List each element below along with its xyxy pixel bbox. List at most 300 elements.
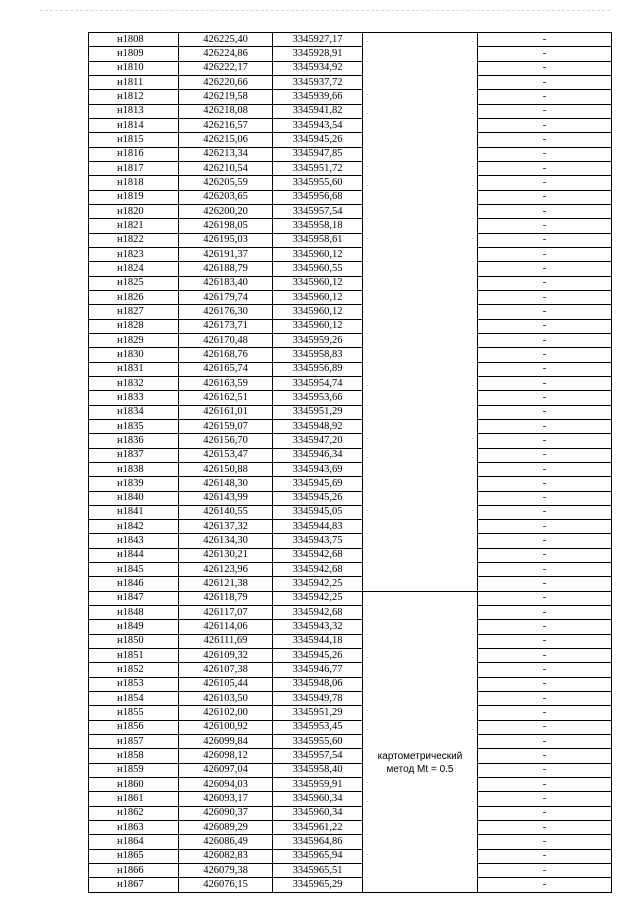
method-cell <box>363 448 478 462</box>
y-coordinate-cell: 3345964,86 <box>273 835 363 849</box>
point-name-cell: н1844 <box>89 548 179 562</box>
method-cell <box>363 75 478 89</box>
table-row <box>89 419 612 433</box>
table-row <box>89 176 612 190</box>
table-row <box>89 677 612 691</box>
x-coordinate-cell: 426111,69 <box>179 634 273 648</box>
x-coordinate-cell: 426159,07 <box>179 419 273 433</box>
method-cell <box>363 61 478 75</box>
x-coordinate-cell: 426082,83 <box>179 849 273 863</box>
method-cell <box>363 319 478 333</box>
point-name-cell: н1812 <box>89 90 179 104</box>
dash-cell: - <box>478 706 612 720</box>
point-name-cell: н1855 <box>89 706 179 720</box>
method-cell <box>363 520 478 534</box>
x-coordinate-cell: 426117,07 <box>179 606 273 620</box>
x-coordinate-cell: 426114,06 <box>179 620 273 634</box>
y-coordinate-cell: 3345947,85 <box>273 147 363 161</box>
y-coordinate-cell: 3345953,66 <box>273 391 363 405</box>
method-cell <box>363 563 478 577</box>
y-coordinate-cell: 3345960,12 <box>273 276 363 290</box>
point-name-cell: н1846 <box>89 577 179 591</box>
dash-cell: - <box>478 75 612 89</box>
y-coordinate-cell: 3345960,34 <box>273 806 363 820</box>
x-coordinate-cell: 426176,30 <box>179 305 273 319</box>
point-name-cell: н1829 <box>89 333 179 347</box>
x-coordinate-cell: 426105,44 <box>179 677 273 691</box>
table-row <box>89 161 612 175</box>
x-coordinate-cell: 426213,34 <box>179 147 273 161</box>
method-cell <box>363 591 478 605</box>
dash-cell: - <box>478 849 612 863</box>
point-name-cell: н1848 <box>89 606 179 620</box>
method-cell <box>363 663 478 677</box>
dash-cell: - <box>478 735 612 749</box>
y-coordinate-cell: 3345942,25 <box>273 591 363 605</box>
method-cell <box>363 176 478 190</box>
point-name-cell: н1866 <box>89 864 179 878</box>
y-coordinate-cell: 3345951,29 <box>273 405 363 419</box>
table-row <box>89 763 612 777</box>
y-coordinate-cell: 3345943,32 <box>273 620 363 634</box>
dash-cell: - <box>478 477 612 491</box>
y-coordinate-cell: 3345927,17 <box>273 33 363 47</box>
table-row <box>89 104 612 118</box>
method-cell <box>363 806 478 820</box>
y-coordinate-cell: 3345958,61 <box>273 233 363 247</box>
point-name-cell: н1858 <box>89 749 179 763</box>
point-name-cell: н1838 <box>89 462 179 476</box>
x-coordinate-cell: 426098,12 <box>179 749 273 763</box>
y-coordinate-cell: 3345959,26 <box>273 333 363 347</box>
table-row <box>89 792 612 806</box>
x-coordinate-cell: 426222,17 <box>179 61 273 75</box>
point-name-cell: н1849 <box>89 620 179 634</box>
x-coordinate-cell: 426121,38 <box>179 577 273 591</box>
x-coordinate-cell: 426165,74 <box>179 362 273 376</box>
table-row <box>89 147 612 161</box>
point-name-cell: н1825 <box>89 276 179 290</box>
table-row <box>89 276 612 290</box>
x-coordinate-cell: 426200,20 <box>179 204 273 218</box>
dash-cell: - <box>478 749 612 763</box>
table-row <box>89 348 612 362</box>
point-name-cell: н1832 <box>89 376 179 390</box>
x-coordinate-cell: 426099,84 <box>179 735 273 749</box>
dash-cell: - <box>478 233 612 247</box>
method-cell <box>363 147 478 161</box>
x-coordinate-cell: 426153,47 <box>179 448 273 462</box>
dash-cell: - <box>478 821 612 835</box>
y-coordinate-cell: 3345956,89 <box>273 362 363 376</box>
x-coordinate-cell: 426168,76 <box>179 348 273 362</box>
y-coordinate-cell: 3345945,69 <box>273 477 363 491</box>
table-row <box>89 620 612 634</box>
y-coordinate-cell: 3345946,77 <box>273 663 363 677</box>
dash-cell: - <box>478 548 612 562</box>
method-cell <box>363 534 478 548</box>
point-name-cell: н1810 <box>89 61 179 75</box>
y-coordinate-cell: 3345956,68 <box>273 190 363 204</box>
point-name-cell: н1857 <box>89 735 179 749</box>
method-cell <box>363 419 478 433</box>
coordinates-table-body <box>89 33 612 893</box>
point-name-cell: н1830 <box>89 348 179 362</box>
x-coordinate-cell: 426179,74 <box>179 290 273 304</box>
dash-cell: - <box>478 247 612 261</box>
point-name-cell: н1835 <box>89 419 179 433</box>
method-cell <box>363 720 478 734</box>
y-coordinate-cell: 3345948,06 <box>273 677 363 691</box>
method-cell <box>363 505 478 519</box>
method-cell <box>363 90 478 104</box>
method-cell <box>363 692 478 706</box>
table-row <box>89 477 612 491</box>
x-coordinate-cell: 426170,48 <box>179 333 273 347</box>
dash-cell: - <box>478 405 612 419</box>
x-coordinate-cell: 426148,30 <box>179 477 273 491</box>
y-coordinate-cell: 3345943,69 <box>273 462 363 476</box>
point-name-cell: н1836 <box>89 434 179 448</box>
y-coordinate-cell: 3345949,78 <box>273 692 363 706</box>
point-name-cell: н1859 <box>89 763 179 777</box>
y-coordinate-cell: 3345943,75 <box>273 534 363 548</box>
y-coordinate-cell: 3345944,83 <box>273 520 363 534</box>
method-cell <box>363 161 478 175</box>
y-coordinate-cell: 3345960,34 <box>273 792 363 806</box>
dash-cell: - <box>478 204 612 218</box>
point-name-cell: н1826 <box>89 290 179 304</box>
table-row <box>89 778 612 792</box>
y-coordinate-cell: 3345958,40 <box>273 763 363 777</box>
x-coordinate-cell: 426203,65 <box>179 190 273 204</box>
y-coordinate-cell: 3345960,12 <box>273 290 363 304</box>
method-cell <box>363 477 478 491</box>
y-coordinate-cell: 3345953,45 <box>273 720 363 734</box>
table-row <box>89 806 612 820</box>
x-coordinate-cell: 426140,55 <box>179 505 273 519</box>
point-name-cell: н1814 <box>89 118 179 132</box>
table-row <box>89 391 612 405</box>
point-name-cell: н1841 <box>89 505 179 519</box>
table-row <box>89 376 612 390</box>
table-row <box>89 333 612 347</box>
table-row <box>89 319 612 333</box>
method-cell <box>363 305 478 319</box>
x-coordinate-cell: 426118,79 <box>179 591 273 605</box>
table-row <box>89 835 612 849</box>
dash-cell: - <box>478 376 612 390</box>
point-name-cell: н1852 <box>89 663 179 677</box>
x-coordinate-cell: 426205,59 <box>179 176 273 190</box>
y-coordinate-cell: 3345937,72 <box>273 75 363 89</box>
method-cell <box>363 133 478 147</box>
dash-cell: - <box>478 491 612 505</box>
point-name-cell: н1828 <box>89 319 179 333</box>
method-cell <box>363 190 478 204</box>
table-row <box>89 749 612 763</box>
table-row <box>89 90 612 104</box>
table-row <box>89 735 612 749</box>
table-row <box>89 878 612 892</box>
dash-cell: - <box>478 620 612 634</box>
y-coordinate-cell: 3345959,91 <box>273 778 363 792</box>
point-name-cell: н1845 <box>89 563 179 577</box>
table-row <box>89 577 612 591</box>
x-coordinate-cell: 426093,17 <box>179 792 273 806</box>
dash-cell: - <box>478 161 612 175</box>
point-name-cell: н1850 <box>89 634 179 648</box>
method-cell <box>363 104 478 118</box>
x-coordinate-cell: 426198,05 <box>179 219 273 233</box>
x-coordinate-cell: 426103,50 <box>179 692 273 706</box>
method-cell <box>363 247 478 261</box>
dash-cell: - <box>478 534 612 548</box>
y-coordinate-cell: 3345946,34 <box>273 448 363 462</box>
method-cell <box>363 391 478 405</box>
table-row <box>89 520 612 534</box>
dash-cell: - <box>478 190 612 204</box>
point-name-cell: н1820 <box>89 204 179 218</box>
table-row <box>89 548 612 562</box>
dash-cell: - <box>478 606 612 620</box>
x-coordinate-cell: 426086,49 <box>179 835 273 849</box>
table-row <box>89 204 612 218</box>
method-cell <box>363 835 478 849</box>
x-coordinate-cell: 426134,30 <box>179 534 273 548</box>
dash-cell: - <box>478 778 612 792</box>
x-coordinate-cell: 426150,88 <box>179 462 273 476</box>
x-coordinate-cell: 426097,04 <box>179 763 273 777</box>
table-row <box>89 591 612 605</box>
dash-cell: - <box>478 348 612 362</box>
x-coordinate-cell: 426156,70 <box>179 434 273 448</box>
y-coordinate-cell: 3345965,51 <box>273 864 363 878</box>
table-row <box>89 75 612 89</box>
table-row <box>89 720 612 734</box>
table-row <box>89 505 612 519</box>
x-coordinate-cell: 426218,08 <box>179 104 273 118</box>
dash-cell: - <box>478 33 612 47</box>
dash-cell: - <box>478 176 612 190</box>
point-name-cell: н1864 <box>89 835 179 849</box>
dash-cell: - <box>478 677 612 691</box>
x-coordinate-cell: 426188,79 <box>179 262 273 276</box>
dash-cell: - <box>478 448 612 462</box>
table-row <box>89 491 612 505</box>
table-row <box>89 247 612 261</box>
point-name-cell: н1861 <box>89 792 179 806</box>
point-name-cell: н1860 <box>89 778 179 792</box>
x-coordinate-cell: 426137,32 <box>179 520 273 534</box>
point-name-cell: н1827 <box>89 305 179 319</box>
table-row <box>89 305 612 319</box>
dash-cell: - <box>478 835 612 849</box>
y-coordinate-cell: 3345945,26 <box>273 649 363 663</box>
method-cell <box>363 348 478 362</box>
method-cell <box>363 491 478 505</box>
dash-cell: - <box>478 305 612 319</box>
dash-cell: - <box>478 147 612 161</box>
y-coordinate-cell: 3345954,74 <box>273 376 363 390</box>
y-coordinate-cell: 3345965,29 <box>273 878 363 892</box>
method-label-line2: метод Mt = 0.5 <box>386 764 454 776</box>
x-coordinate-cell: 426183,40 <box>179 276 273 290</box>
point-name-cell: н1854 <box>89 692 179 706</box>
point-name-cell: н1840 <box>89 491 179 505</box>
table-row <box>89 649 612 663</box>
x-coordinate-cell: 426195,03 <box>179 233 273 247</box>
dash-cell: - <box>478 634 612 648</box>
method-cell <box>363 405 478 419</box>
table-row <box>89 133 612 147</box>
y-coordinate-cell: 3345944,18 <box>273 634 363 648</box>
dash-cell: - <box>478 118 612 132</box>
y-coordinate-cell: 3345943,54 <box>273 118 363 132</box>
x-coordinate-cell: 426089,29 <box>179 821 273 835</box>
point-name-cell: н1816 <box>89 147 179 161</box>
table-row <box>89 448 612 462</box>
dash-cell: - <box>478 692 612 706</box>
table-row <box>89 849 612 863</box>
table-row <box>89 362 612 376</box>
y-coordinate-cell: 3345945,26 <box>273 491 363 505</box>
method-label-line1: картометрический <box>377 751 463 763</box>
table-row <box>89 262 612 276</box>
dash-cell: - <box>478 663 612 677</box>
point-name-cell: н1839 <box>89 477 179 491</box>
y-coordinate-cell: 3345945,05 <box>273 505 363 519</box>
x-coordinate-cell: 426143,99 <box>179 491 273 505</box>
method-cell <box>363 878 478 892</box>
method-cell <box>363 233 478 247</box>
point-name-cell: н1823 <box>89 247 179 261</box>
dash-cell: - <box>478 290 612 304</box>
y-coordinate-cell: 3345945,26 <box>273 133 363 147</box>
x-coordinate-cell: 426162,51 <box>179 391 273 405</box>
table-row <box>89 434 612 448</box>
y-coordinate-cell: 3345958,18 <box>273 219 363 233</box>
point-name-cell: н1847 <box>89 591 179 605</box>
point-name-cell: н1865 <box>89 849 179 863</box>
x-coordinate-cell: 426225,40 <box>179 33 273 47</box>
dash-cell: - <box>478 792 612 806</box>
dash-cell: - <box>478 319 612 333</box>
y-coordinate-cell: 3345960,12 <box>273 247 363 261</box>
table-row <box>89 405 612 419</box>
y-coordinate-cell: 3345947,20 <box>273 434 363 448</box>
point-name-cell: н1819 <box>89 190 179 204</box>
y-coordinate-cell: 3345942,25 <box>273 577 363 591</box>
method-cell <box>363 118 478 132</box>
method-cell <box>363 634 478 648</box>
method-cell <box>363 577 478 591</box>
dash-cell: - <box>478 878 612 892</box>
dash-cell: - <box>478 47 612 61</box>
dash-cell: - <box>478 133 612 147</box>
y-coordinate-cell: 3345958,83 <box>273 348 363 362</box>
y-coordinate-cell: 3345942,68 <box>273 548 363 562</box>
table-row <box>89 634 612 648</box>
point-name-cell: н1822 <box>89 233 179 247</box>
point-name-cell: н1856 <box>89 720 179 734</box>
x-coordinate-cell: 426210,54 <box>179 161 273 175</box>
table-row <box>89 606 612 620</box>
dash-cell: - <box>478 419 612 433</box>
point-name-cell: н1853 <box>89 677 179 691</box>
x-coordinate-cell: 426079,38 <box>179 864 273 878</box>
table-row <box>89 118 612 132</box>
dash-cell: - <box>478 90 612 104</box>
dash-cell: - <box>478 563 612 577</box>
y-coordinate-cell: 3345960,12 <box>273 319 363 333</box>
table-row <box>89 821 612 835</box>
method-cell <box>363 204 478 218</box>
dash-cell: - <box>478 462 612 476</box>
y-coordinate-cell: 3345955,60 <box>273 176 363 190</box>
y-coordinate-cell: 3345928,91 <box>273 47 363 61</box>
y-coordinate-cell: 3345960,55 <box>273 262 363 276</box>
dash-cell: - <box>478 434 612 448</box>
x-coordinate-cell: 426224,86 <box>179 47 273 61</box>
dash-cell: - <box>478 577 612 591</box>
method-cell <box>363 606 478 620</box>
x-coordinate-cell: 426123,96 <box>179 563 273 577</box>
method-cell <box>363 47 478 61</box>
method-cell <box>363 219 478 233</box>
x-coordinate-cell: 426173,71 <box>179 319 273 333</box>
y-coordinate-cell: 3345942,68 <box>273 606 363 620</box>
table-row <box>89 47 612 61</box>
y-coordinate-cell: 3345939,66 <box>273 90 363 104</box>
method-cell <box>363 434 478 448</box>
dash-cell: - <box>478 104 612 118</box>
method-cell <box>363 864 478 878</box>
x-coordinate-cell: 426163,59 <box>179 376 273 390</box>
method-cell <box>363 262 478 276</box>
y-coordinate-cell: 3345942,68 <box>273 563 363 577</box>
point-name-cell: н1809 <box>89 47 179 61</box>
y-coordinate-cell: 3345957,54 <box>273 204 363 218</box>
table-row <box>89 706 612 720</box>
point-name-cell: н1837 <box>89 448 179 462</box>
dash-cell: - <box>478 505 612 519</box>
dash-cell: - <box>478 649 612 663</box>
method-cell <box>363 792 478 806</box>
x-coordinate-cell: 426094,03 <box>179 778 273 792</box>
dash-cell: - <box>478 262 612 276</box>
point-name-cell: н1862 <box>89 806 179 820</box>
method-cell <box>363 735 478 749</box>
dash-cell: - <box>478 333 612 347</box>
dash-cell: - <box>478 720 612 734</box>
y-coordinate-cell: 3345961,22 <box>273 821 363 835</box>
dash-cell: - <box>478 362 612 376</box>
y-coordinate-cell: 3345934,92 <box>273 61 363 75</box>
y-coordinate-cell: 3345965,94 <box>273 849 363 863</box>
method-cell <box>363 677 478 691</box>
method-cell <box>363 362 478 376</box>
y-coordinate-cell: 3345955,60 <box>273 735 363 749</box>
dash-cell: - <box>478 520 612 534</box>
method-cell <box>363 33 478 47</box>
point-name-cell: н1842 <box>89 520 179 534</box>
dash-cell: - <box>478 61 612 75</box>
point-name-cell: н1811 <box>89 75 179 89</box>
table-row <box>89 290 612 304</box>
dash-cell: - <box>478 391 612 405</box>
point-name-cell: н1813 <box>89 104 179 118</box>
